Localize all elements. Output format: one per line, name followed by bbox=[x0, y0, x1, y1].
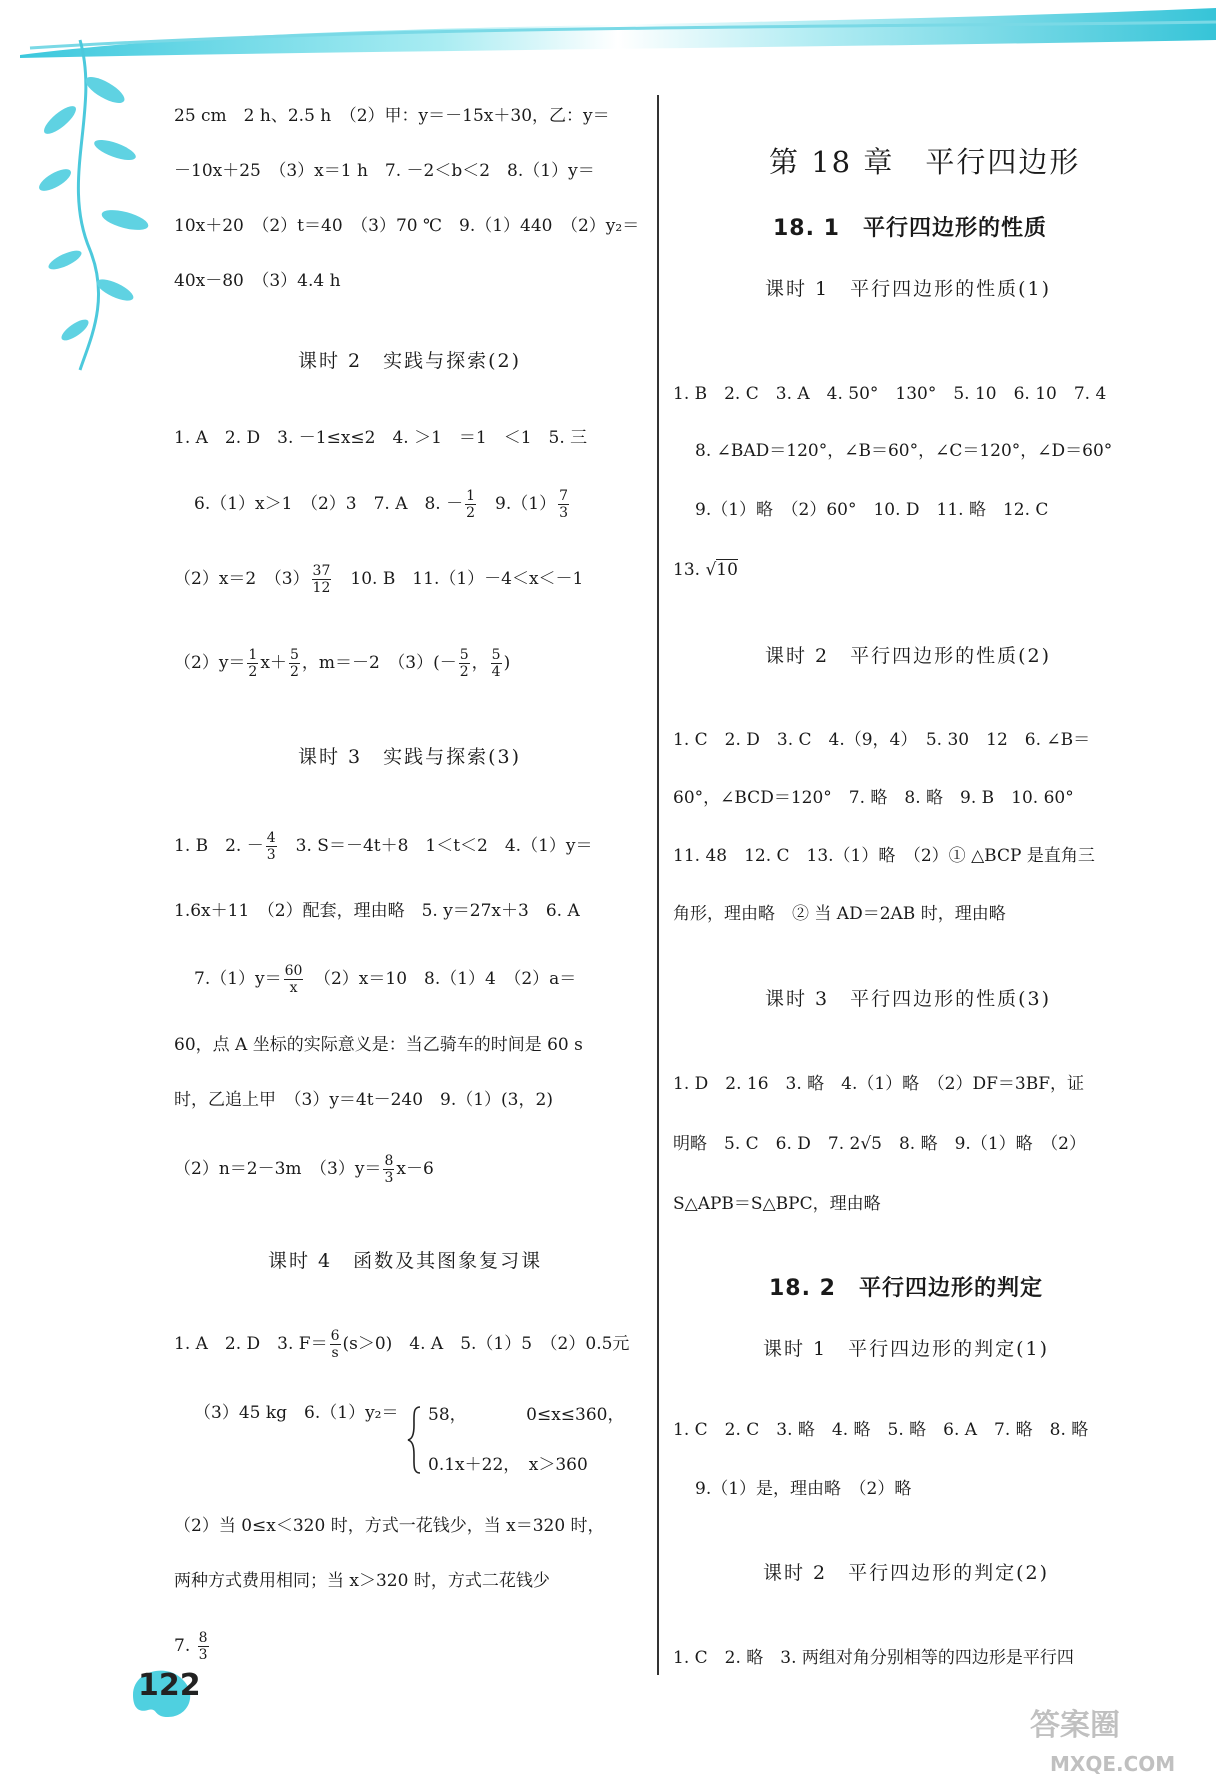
answer-line: 25 cm 2 h、2.5 h （2）甲：y＝－15x＋30，乙：y＝ bbox=[174, 106, 610, 126]
answer-line bbox=[174, 647, 510, 680]
numerator: 4 bbox=[266, 830, 276, 846]
text-run: ，m＝－2 （3）(－ bbox=[301, 653, 457, 674]
answer-line: 40x－80 （3）4.4 h bbox=[174, 271, 341, 291]
denominator: 2 bbox=[248, 664, 258, 681]
lesson-heading: 课时 1 平行四边形的性质(1) bbox=[765, 278, 1052, 300]
page-number: 122 bbox=[138, 1668, 201, 1703]
text-run: 3. S＝－4t＋8 1＜t＜2 4.（1）y＝ bbox=[278, 836, 593, 857]
text-run: 1. A 2. D 3. F＝ bbox=[174, 1334, 328, 1355]
fraction bbox=[383, 1153, 394, 1186]
text-run: x－6 bbox=[396, 1159, 434, 1180]
watermark-url: MXQE.COM bbox=[1050, 1752, 1176, 1776]
lesson-heading: 课时 2 实践与探索(2) bbox=[298, 350, 522, 372]
fraction bbox=[459, 647, 470, 680]
denominator: 12 bbox=[312, 580, 331, 597]
answer-line: －10x＋25 （3）x＝1 h 7. －2＜b＜2 8.（1）y＝ bbox=[174, 161, 595, 181]
answer-line: 8. ∠BAD＝120°，∠B＝60°，∠C＝120°，∠D＝60° bbox=[695, 441, 1113, 461]
text-run: 9.（1） bbox=[478, 494, 557, 515]
lesson-heading: 课时 2 平行四边形的判定(2) bbox=[763, 1562, 1050, 1584]
answer-line: 1. A 2. D 3. －1≤x≤2 4. ＞1 ＝1 ＜1 5. 三 bbox=[174, 428, 588, 448]
denominator: 3 bbox=[266, 847, 276, 864]
numerator: 5 bbox=[459, 647, 469, 663]
answer-line: 10x＋20 （2）t＝40 （3）70 ℃ 9.（1）440 （2）y₂＝ bbox=[174, 216, 640, 236]
denominator: x bbox=[289, 980, 298, 997]
fraction bbox=[558, 488, 569, 521]
answer-line: 1. C 2. D 3. C 4.（9，4） 5. 30 12 6. ∠B＝ bbox=[673, 730, 1091, 750]
text-run: ) bbox=[503, 653, 511, 674]
text-run: 13. bbox=[673, 560, 706, 580]
answer-line: 明略 5. C 6. D 7. 2√5 8. 略 9.（1）略 （2） bbox=[673, 1134, 1086, 1154]
answer-line: 两种方式费用相同；当 x＞320 时，方式二花钱少 bbox=[174, 1571, 550, 1591]
fraction bbox=[247, 647, 258, 680]
answer-line: 9.（1）略 （2）60° 10. D 11. 略 12. C bbox=[695, 500, 1049, 520]
answer-line bbox=[174, 830, 593, 863]
header-banner bbox=[0, 0, 1216, 70]
answer-line: 60°，∠BCD＝120° 7. 略 8. 略 9. B 10. 60° bbox=[673, 788, 1074, 808]
brace-icon bbox=[406, 1405, 422, 1475]
numerator: 5 bbox=[491, 647, 501, 663]
answer-line bbox=[174, 1328, 629, 1361]
denominator: 3 bbox=[198, 1647, 208, 1664]
answer-line bbox=[194, 963, 576, 996]
lesson-heading: 课时 3 实践与探索(3) bbox=[298, 746, 522, 768]
fraction bbox=[289, 647, 300, 680]
lesson-heading: 课时 3 平行四边形的性质(3) bbox=[765, 988, 1052, 1010]
radicand: 10 bbox=[716, 560, 738, 580]
text-run: （2）n＝2－3m （3）y＝ bbox=[174, 1159, 382, 1180]
sqrt-sign: √ bbox=[705, 560, 717, 580]
denominator: s bbox=[331, 1345, 339, 1362]
numerator: 8 bbox=[198, 1630, 208, 1646]
denominator: 2 bbox=[466, 505, 476, 522]
text-run: ， bbox=[471, 653, 489, 674]
numerator: 1 bbox=[248, 647, 258, 663]
answer-line: 11. 48 12. C 13.（1）略 （2）① △BCP 是直角三 bbox=[673, 846, 1095, 866]
section-title: 18. 1 平行四边形的性质 bbox=[773, 216, 1047, 241]
denominator: 3 bbox=[559, 505, 568, 522]
watermark-logo: 答案圈 bbox=[1030, 1708, 1120, 1743]
answer-line: 1. D 2. 16 3. 略 4.（1）略 （2）DF＝3BF，证 bbox=[673, 1074, 1085, 1094]
text-run: 6.（1）x＞1 （2）3 7. A 8. － bbox=[194, 494, 464, 515]
denominator: 2 bbox=[289, 664, 299, 681]
section-title: 18. 2 平行四边形的判定 bbox=[769, 1276, 1043, 1301]
answer-line bbox=[174, 563, 583, 596]
text-run: (s＞0) 4. A 5.（1）5 （2）0.5元 bbox=[342, 1334, 630, 1355]
fraction bbox=[465, 488, 476, 521]
answer-line: 1. B 2. C 3. A 4. 50° 130° 5. 10 6. 10 7. 4 bbox=[673, 384, 1107, 404]
answer-line: 时，乙追上甲 （3）y＝4t－240 9.（1）(3，2) bbox=[174, 1090, 553, 1110]
answer-line: 1.6x＋11 （2）配套，理由略 5. y＝27x＋3 6. A bbox=[174, 901, 580, 921]
fraction bbox=[266, 830, 277, 863]
piecewise-case: 58， 0≤x≤360， bbox=[428, 1405, 625, 1425]
answer-line: 1. C 2. C 3. 略 4. 略 5. 略 6. A 7. 略 8. 略 bbox=[673, 1420, 1089, 1440]
answer-line: 60，点 A 坐标的实际意义是：当乙骑车的时间是 60 s bbox=[174, 1035, 583, 1055]
text-run: 7.（1）y＝ bbox=[194, 969, 282, 990]
vine-decoration bbox=[20, 30, 180, 380]
answer-line: 1. C 2. 略 3. 两组对角分别相等的四边形是平行四 bbox=[673, 1648, 1074, 1668]
text-run: （3）45 kg 6.（1）y₂＝ bbox=[194, 1403, 399, 1423]
text-run: （2）y＝ bbox=[174, 653, 246, 674]
numerator: 60 bbox=[284, 963, 303, 979]
numerator: 37 bbox=[312, 563, 331, 579]
column-divider bbox=[657, 95, 659, 1675]
lesson-heading: 课时 4 函数及其图象复习课 bbox=[268, 1250, 543, 1272]
answer-line bbox=[673, 562, 738, 579]
text-run: 1. B 2. － bbox=[174, 836, 264, 857]
denominator: 4 bbox=[491, 664, 501, 681]
numerator: 8 bbox=[384, 1153, 394, 1169]
fraction bbox=[284, 963, 304, 996]
answer-line bbox=[194, 1405, 399, 1422]
answer-line bbox=[194, 488, 571, 521]
chapter-title: 第 18 章 平行四边形 bbox=[769, 145, 1081, 179]
answer-line: （2）当 0≤x＜320 时，方式一花钱少，当 x＝320 时， bbox=[174, 1516, 605, 1536]
lesson-heading: 课时 1 平行四边形的判定(1) bbox=[763, 1338, 1050, 1360]
numerator: 1 bbox=[466, 488, 476, 504]
fraction bbox=[198, 1630, 209, 1663]
fraction bbox=[312, 563, 332, 596]
numerator: 6 bbox=[330, 1328, 340, 1344]
text-run: （2）x＝10 8.（1）4 （2）a＝ bbox=[305, 969, 577, 990]
denominator: 3 bbox=[384, 1170, 394, 1187]
numerator: 5 bbox=[289, 647, 299, 663]
answer-line: S△APB＝S△BPC，理由略 bbox=[673, 1194, 881, 1214]
fraction bbox=[330, 1328, 341, 1361]
text-run: x＋ bbox=[260, 653, 287, 674]
answer-line bbox=[174, 1153, 434, 1186]
text-run: 7. bbox=[174, 1636, 196, 1657]
piecewise-case: 0.1x＋22， x＞360 bbox=[428, 1455, 588, 1475]
numerator: 7 bbox=[559, 488, 568, 504]
answer-line: 9.（1）是，理由略 （2）略 bbox=[695, 1479, 912, 1499]
text-run: （2）x＝2 （3） bbox=[174, 569, 310, 590]
fraction bbox=[491, 647, 502, 680]
answer-line: 角形，理由略 ② 当 AD＝2AB 时，理由略 bbox=[673, 904, 1006, 924]
lesson-heading: 课时 2 平行四边形的性质(2) bbox=[765, 645, 1052, 667]
denominator: 2 bbox=[459, 664, 469, 681]
text-run: 10. B 11.（1）－4＜x＜－1 bbox=[333, 569, 584, 590]
